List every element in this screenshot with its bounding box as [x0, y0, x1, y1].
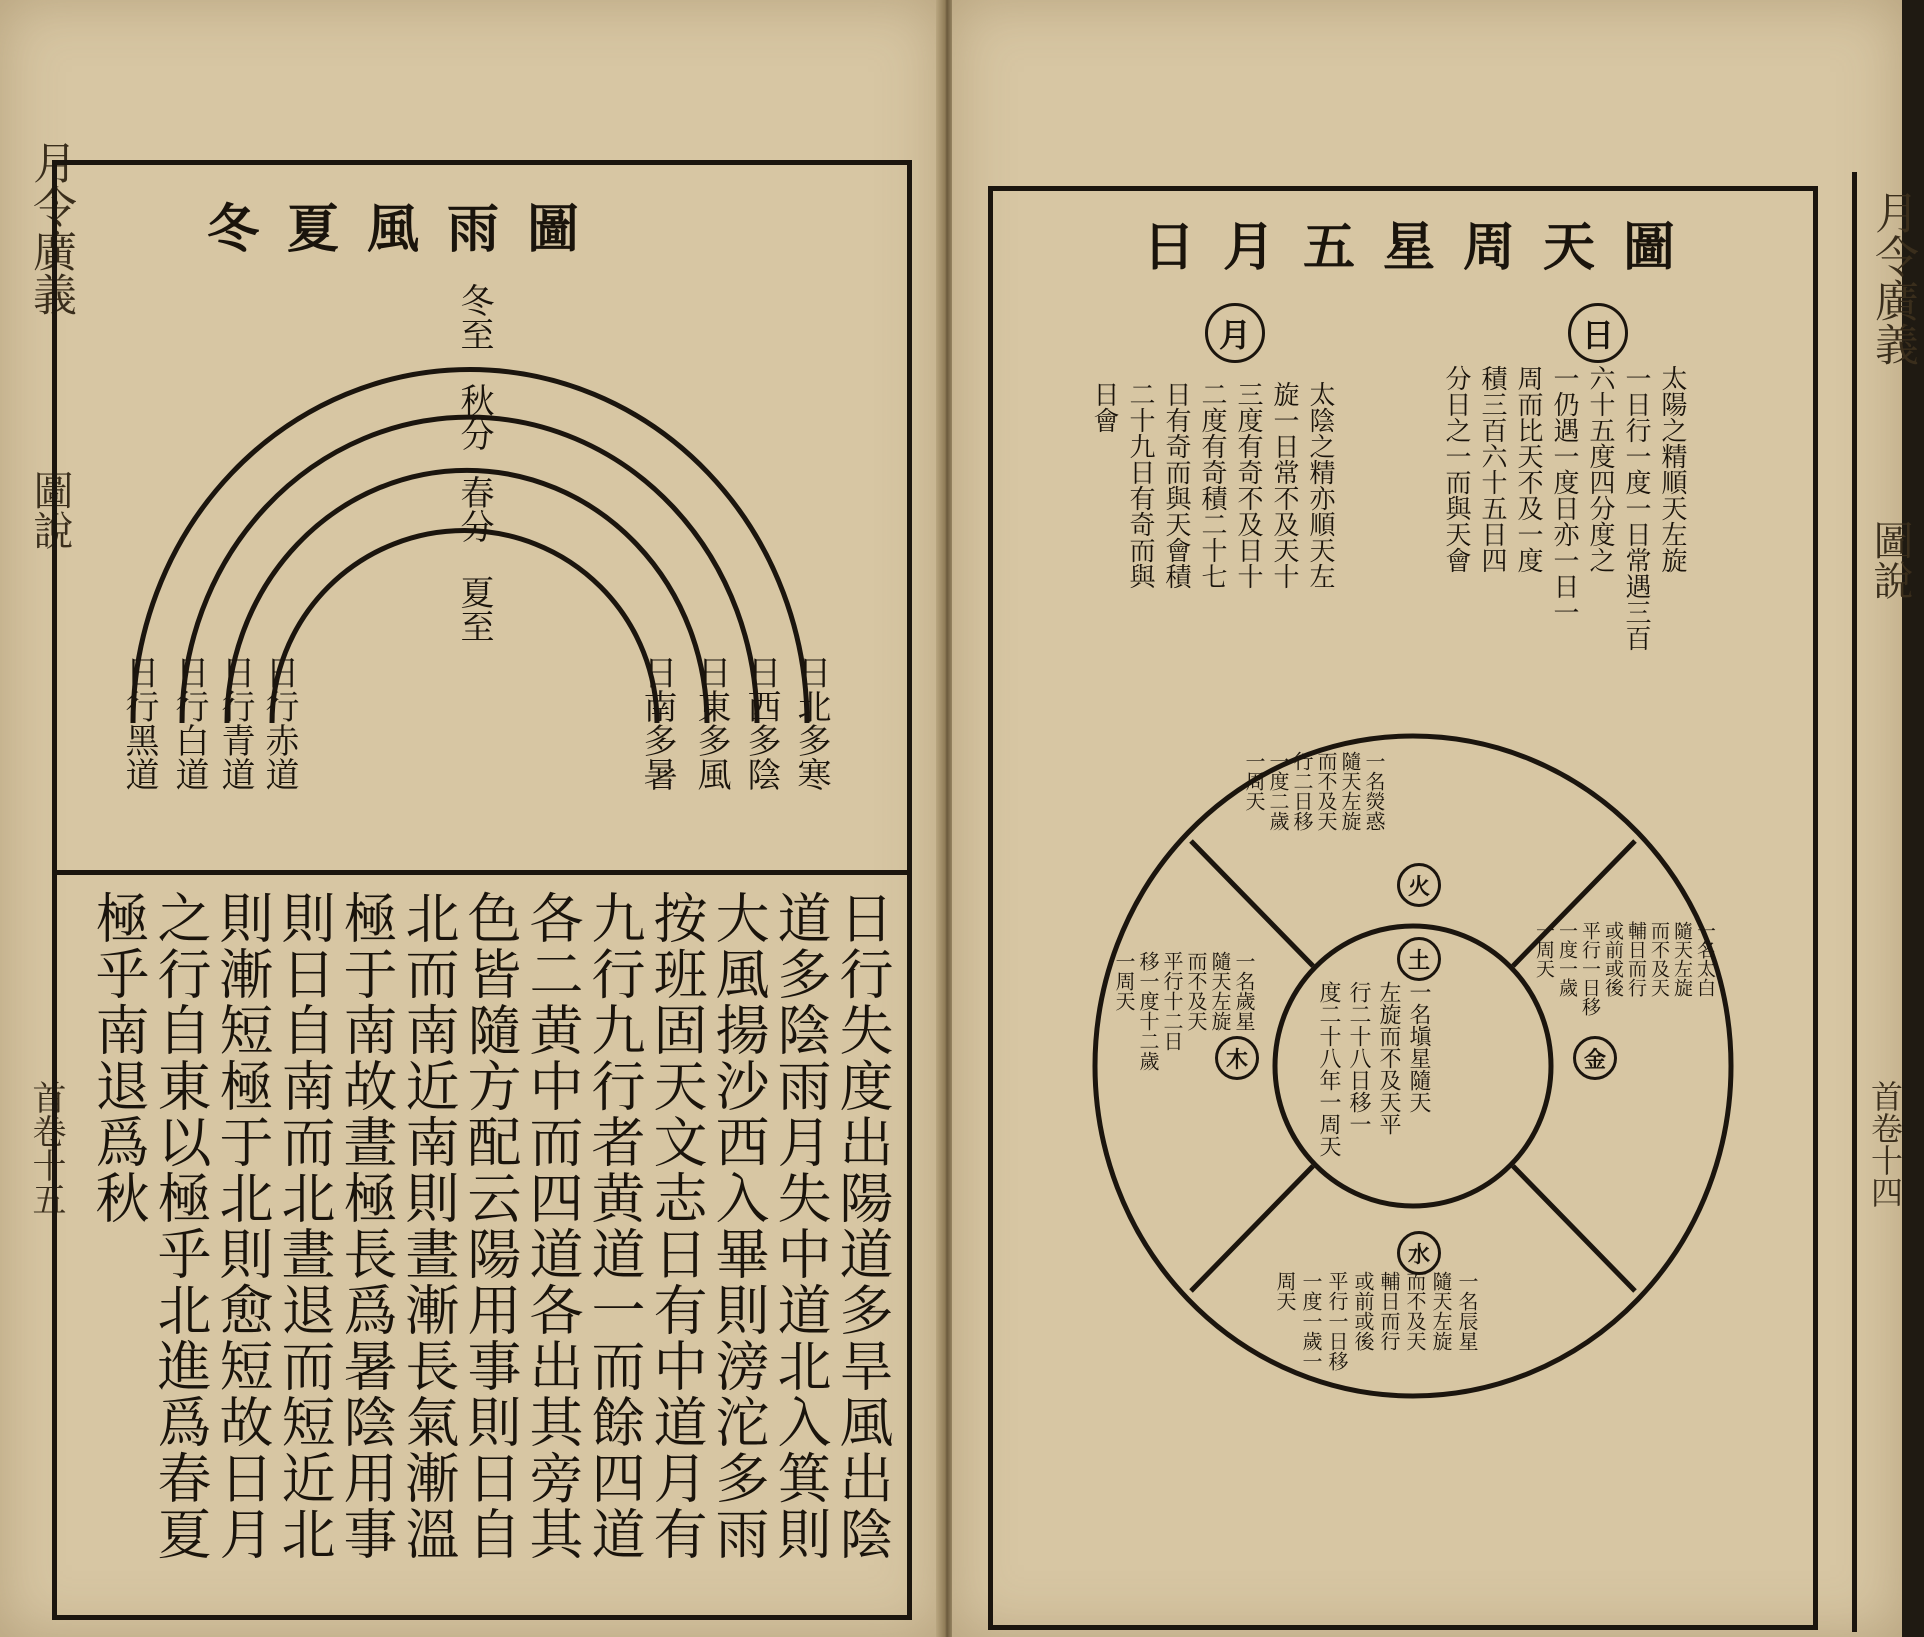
- moon-text-column: 旋一日常不及天十: [1269, 381, 1299, 589]
- right-page-number: 首卷十四: [1866, 1080, 1904, 1208]
- right-title: 日月五星周天圖: [1143, 217, 1704, 278]
- mars-text-column: 隨天左旋: [1338, 751, 1362, 831]
- label-winter-solstice: 冬至: [454, 283, 494, 351]
- mercury-icon: 水: [1397, 1231, 1441, 1275]
- venus-text-column: 或前或後: [1602, 921, 1624, 997]
- left-page-number: 首卷十五: [26, 1080, 66, 1216]
- venus-text-column: 一周天: [1533, 921, 1555, 978]
- venus-text-column: 而不及天: [1648, 921, 1670, 997]
- jupiter-text-column: 平行十二日: [1160, 951, 1184, 1051]
- sun-text-column: 周而比天不及一度: [1513, 365, 1543, 573]
- sun-text-column: 六十五度四分度之: [1585, 365, 1615, 573]
- mercury-text-column: 隨天左旋: [1429, 1271, 1453, 1351]
- text-column: 北而南近南則晝漸長氣漸溫: [397, 890, 460, 1562]
- label-white-path: 日行白道: [169, 655, 209, 791]
- mars-text: [1243, 751, 1385, 951]
- moon-text-column: 二度有奇積二十七: [1197, 381, 1227, 589]
- sun-text-column: 一仍遇一度日亦一日一: [1549, 365, 1579, 625]
- label-summer-solstice: 夏至: [454, 575, 494, 643]
- mars-icon: 火: [1397, 863, 1441, 907]
- text-column: 極乎南退爲秋: [87, 890, 150, 1226]
- text-column: 之行自東以極乎北進爲春夏: [149, 890, 212, 1562]
- mars-text-column: 而不及天: [1314, 751, 1338, 831]
- sun-text-column: 一日行一度一日常遇三百: [1621, 365, 1651, 651]
- left-title: 冬夏風雨圖: [207, 199, 608, 260]
- text-column: 日行失度出陽道多旱風出陰: [831, 890, 894, 1562]
- venus-text-column: 隨天左旋: [1671, 921, 1693, 997]
- venus-text-column: 平行一日移: [1579, 921, 1601, 1016]
- mercury-text-column: 一名辰星: [1455, 1271, 1479, 1351]
- moon-icon: 月: [1205, 303, 1265, 363]
- saturn-text-column: 度二十八年一周天: [1316, 981, 1341, 1157]
- label-spring-equinox: 春分: [454, 475, 494, 543]
- label-north-cold: 日北多寒: [791, 655, 831, 791]
- saturn-text: [1315, 981, 1431, 1201]
- text-column: 按班固天文志日有中道月有: [645, 890, 708, 1562]
- saturn-text-column: 一名塡星隨天: [1406, 981, 1431, 1113]
- moon-text-column: 二十九日有奇而與: [1125, 381, 1155, 589]
- mars-text-column: 一名熒惑: [1362, 751, 1386, 831]
- mercury-text-column: 而不及天: [1403, 1271, 1427, 1351]
- mercury-text-column: 一度一歲一: [1299, 1271, 1323, 1371]
- moon-text-column: 太陰之精亦順天左: [1305, 381, 1335, 589]
- text-divider: [57, 870, 907, 875]
- left-margin-title: 月令廣義: [25, 140, 76, 316]
- mercury-text-column: 平行一日移: [1325, 1271, 1349, 1371]
- mercury-text-column: 輔日而行: [1377, 1271, 1401, 1351]
- label-autumn-equinox: 秋分: [454, 383, 494, 451]
- label-east-wind: 日東多風: [691, 655, 731, 791]
- mercury-text-column: 或前或後: [1351, 1271, 1375, 1351]
- text-column: 色皆隨方配云陽用事則日自: [459, 890, 522, 1562]
- text-column: 各二黄中而四道各出其旁其: [521, 890, 584, 1562]
- label-south-heat: 日南多暑: [637, 655, 677, 791]
- right-margin-subtitle: 圖說: [1867, 520, 1913, 600]
- moon-text-column: 三度有奇不及日十: [1233, 381, 1263, 589]
- left-body-text: [71, 890, 894, 1590]
- right-frame: [988, 186, 1818, 1630]
- mercury-text: [1273, 1271, 1479, 1471]
- text-column: 則漸短極于北則愈短故日月: [211, 890, 274, 1562]
- label-green-path: 日行青道: [215, 655, 255, 791]
- venus-text-column: 一名太白: [1694, 921, 1716, 997]
- text-column: 極于南故晝極長爲暑陰用事: [335, 890, 398, 1562]
- label-red-path: 日行赤道: [259, 655, 299, 791]
- sun-text: [1441, 365, 1687, 765]
- sun-text-column: 積三百六十五日四: [1477, 365, 1507, 573]
- label-black-path: 日行黑道: [119, 655, 159, 791]
- sun-text-column: 分日之一而與天會: [1441, 365, 1471, 573]
- text-column: 九行九行者黄道一而餘四道: [583, 890, 646, 1562]
- left-page: [0, 0, 940, 1637]
- label-west-cloud: 日西多陰: [741, 655, 781, 791]
- saturn-text-column: 行二十八日移一: [1346, 981, 1371, 1135]
- left-margin-subtitle: 圖說: [27, 470, 73, 550]
- jupiter-text-column: 一名歲星: [1232, 951, 1256, 1031]
- mars-text-column: 行二日移: [1290, 751, 1314, 831]
- mars-text-column: 一周天: [1242, 751, 1266, 811]
- sun-icon: 日: [1568, 303, 1628, 363]
- text-column: 道多陰雨月失中道北入箕則: [769, 890, 832, 1562]
- text-column: 則日自南而北晝退而短近北: [273, 890, 336, 1562]
- text-column: 大風揚沙西入畢則滂沱多雨: [707, 890, 770, 1562]
- venus-text: [1533, 921, 1715, 1181]
- moon-text-column: 日有奇而與天會積: [1161, 381, 1191, 589]
- sun-text-column: 太陽之精順天左旋: [1657, 365, 1687, 573]
- jupiter-text-column: 而不及天: [1184, 951, 1208, 1031]
- jupiter-text: [1113, 951, 1255, 1191]
- right-margin-title: 月令廣義: [1867, 190, 1918, 366]
- mercury-text-column: 周天: [1273, 1271, 1297, 1311]
- venus-text-column: 一度一歲: [1556, 921, 1578, 997]
- mars-text-column: 一度二歲: [1266, 751, 1290, 831]
- right-page: [952, 0, 1918, 1637]
- left-frame: [52, 160, 912, 1620]
- venus-icon: 金: [1573, 1036, 1617, 1080]
- moon-text-column: 日會: [1089, 381, 1119, 433]
- right-margin-rule: [1852, 172, 1857, 1632]
- jupiter-text-column: 一周天: [1112, 951, 1136, 1011]
- jupiter-text-column: 隨天左旋: [1208, 951, 1232, 1031]
- saturn-icon: 土: [1397, 937, 1441, 981]
- jupiter-icon: 木: [1215, 1036, 1259, 1080]
- jupiter-text-column: 移一度十二歲: [1136, 951, 1160, 1071]
- venus-text-column: 輔日而行: [1625, 921, 1647, 997]
- saturn-text-column: 左旋而不及天平: [1376, 981, 1401, 1135]
